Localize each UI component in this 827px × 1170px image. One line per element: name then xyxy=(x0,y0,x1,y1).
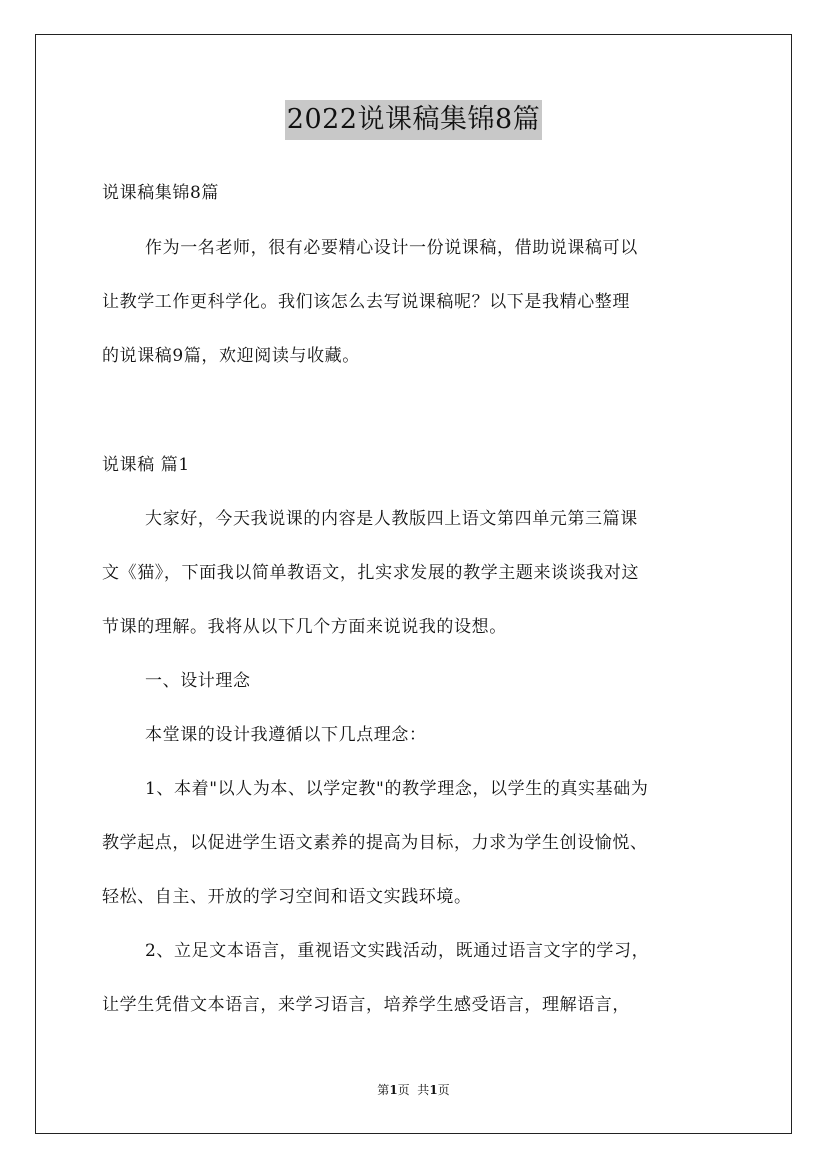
body-line-2: 文《猫》，下面我以简单教语文，扎实求发展的教学主题来谈谈我对这 xyxy=(102,563,640,583)
intro-line-2: 让教学工作更科学化。我们该怎么去写说课稿呢？以下是我精心整理 xyxy=(102,292,630,312)
section-heading: 说课稿 篇1 xyxy=(102,455,190,475)
page-footer xyxy=(0,1082,827,1098)
footer-page-number: 1 xyxy=(389,1083,398,1097)
body-line-6: 1、本着"以人为本、以学定教"的教学理念，以学生的真实基础为 xyxy=(145,779,649,799)
body-line-1: 大家好，今天我说课的内容是人教版四上语文第四单元第三篇课 xyxy=(145,509,638,529)
title-container xyxy=(0,100,827,140)
body-line-9: 2、立足文本语言，重视语文实践活动，既通过语言文字的学习， xyxy=(145,941,650,961)
body-line-7: 教学起点，以促进学生语文素养的提高为目标，力求为学生创设愉悦、 xyxy=(102,833,648,853)
footer-suffix: 页 xyxy=(437,1083,450,1097)
document-title: 2022说课稿集锦8篇 xyxy=(285,100,542,140)
intro-line-3: 的说课稿9篇，欢迎阅读与收藏。 xyxy=(102,346,360,366)
footer-total-pages: 1 xyxy=(429,1083,438,1097)
intro-line-1: 作为一名老师，很有必要精心设计一份说课稿，借助说课稿可以 xyxy=(145,238,638,258)
document-subtitle: 说课稿集锦8篇 xyxy=(102,183,220,203)
body-line-5: 本堂课的设计我遵循以下几点理念： xyxy=(145,725,427,745)
body-line-3: 节课的理解。我将从以下几个方面来说说我的设想。 xyxy=(102,617,507,637)
footer-prefix: 第 xyxy=(377,1083,390,1097)
footer-middle: 页 共 xyxy=(397,1083,430,1097)
body-line-10: 让学生凭借文本语言，来学习语言，培养学生感受语言，理解语言， xyxy=(102,995,630,1015)
body-line-8: 轻松、自主、开放的学习空间和语文实践环境。 xyxy=(102,887,472,907)
body-line-4: 一、设计理念 xyxy=(145,671,251,691)
